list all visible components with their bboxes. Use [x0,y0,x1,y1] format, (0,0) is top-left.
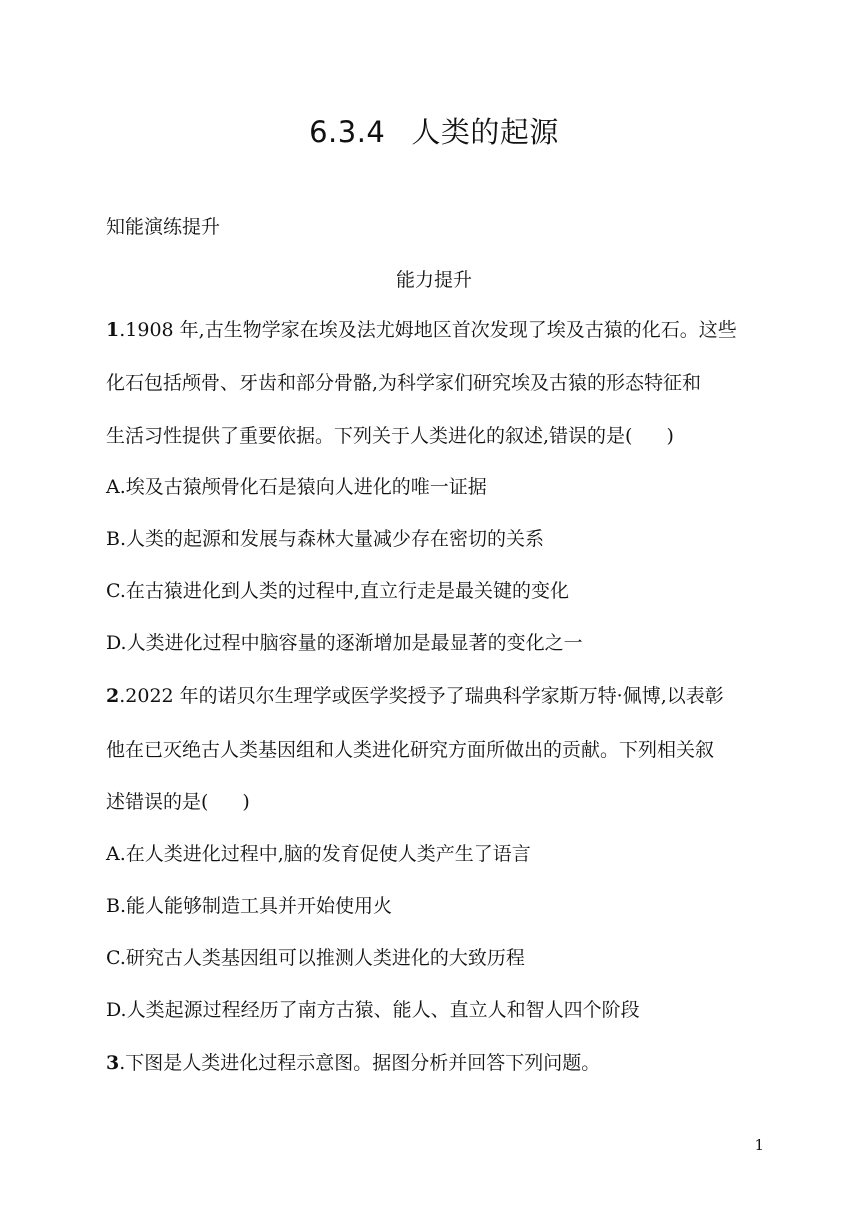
question-1-option-c: C.在古猿进化到人类的过程中,直立行走是最关键的变化 [106,580,569,602]
question-2-option-a: A.在人类进化过程中,脑的发育促使人类产生了语言 [106,843,531,865]
question-1-line-3: 生活习性提供了重要依据。下列关于人类进化的叙述,错误的是( ) [106,425,674,447]
question-2-line-1: 2.2022 年的诺贝尔生理学或医学奖授予了瑞典科学家斯万特·佩博,以表彰 [106,685,724,707]
section-heading: 知能演练提升 [106,216,221,238]
question-2-line-2: 他在已灭绝古人类基因组和人类进化研究方面所做出的贡献。下列相关叙 [106,739,715,761]
question-2-line-3: 述错误的是( ) [106,791,250,813]
question-2-option-b: B.能人能够制造工具并开始使用火 [106,895,393,917]
subsection-heading: 能力提升 [395,269,472,291]
page-title [0,110,868,151]
question-number: 1 [106,319,120,341]
question-1-line-1: 1.1908 年,古生物学家在埃及法尤姆地区首次发现了埃及古猿的化石。这些 [106,319,737,341]
question-3-line-1: 3.下图是人类进化过程示意图。据图分析并回答下列问题。 [106,1052,601,1074]
question-number: 2 [106,685,120,707]
title-text: 人类的起源 [411,115,559,149]
page-number: 1 [754,1136,764,1154]
question-2-option-c: C.研究古人类基因组可以推测人类进化的大致历程 [106,947,525,969]
question-1-option-b: B.人类的起源和发展与森林大量减少存在密切的关系 [106,528,545,550]
question-number: 3 [106,1052,120,1074]
question-1-option-d: D.人类进化过程中脑容量的逐渐增加是最显著的变化之一 [106,632,583,654]
question-1-line-2: 化石包括颅骨、牙齿和部分骨骼,为科学家们研究埃及古猿的形态特征和 [106,372,702,394]
question-1-option-a: A.埃及古猿颅骨化石是猿向人进化的唯一证据 [106,476,487,498]
question-2-option-d: D.人类起源过程经历了南方古猿、能人、直立人和智人四个阶段 [106,999,640,1021]
title-number: 6.3.4 [309,115,386,149]
